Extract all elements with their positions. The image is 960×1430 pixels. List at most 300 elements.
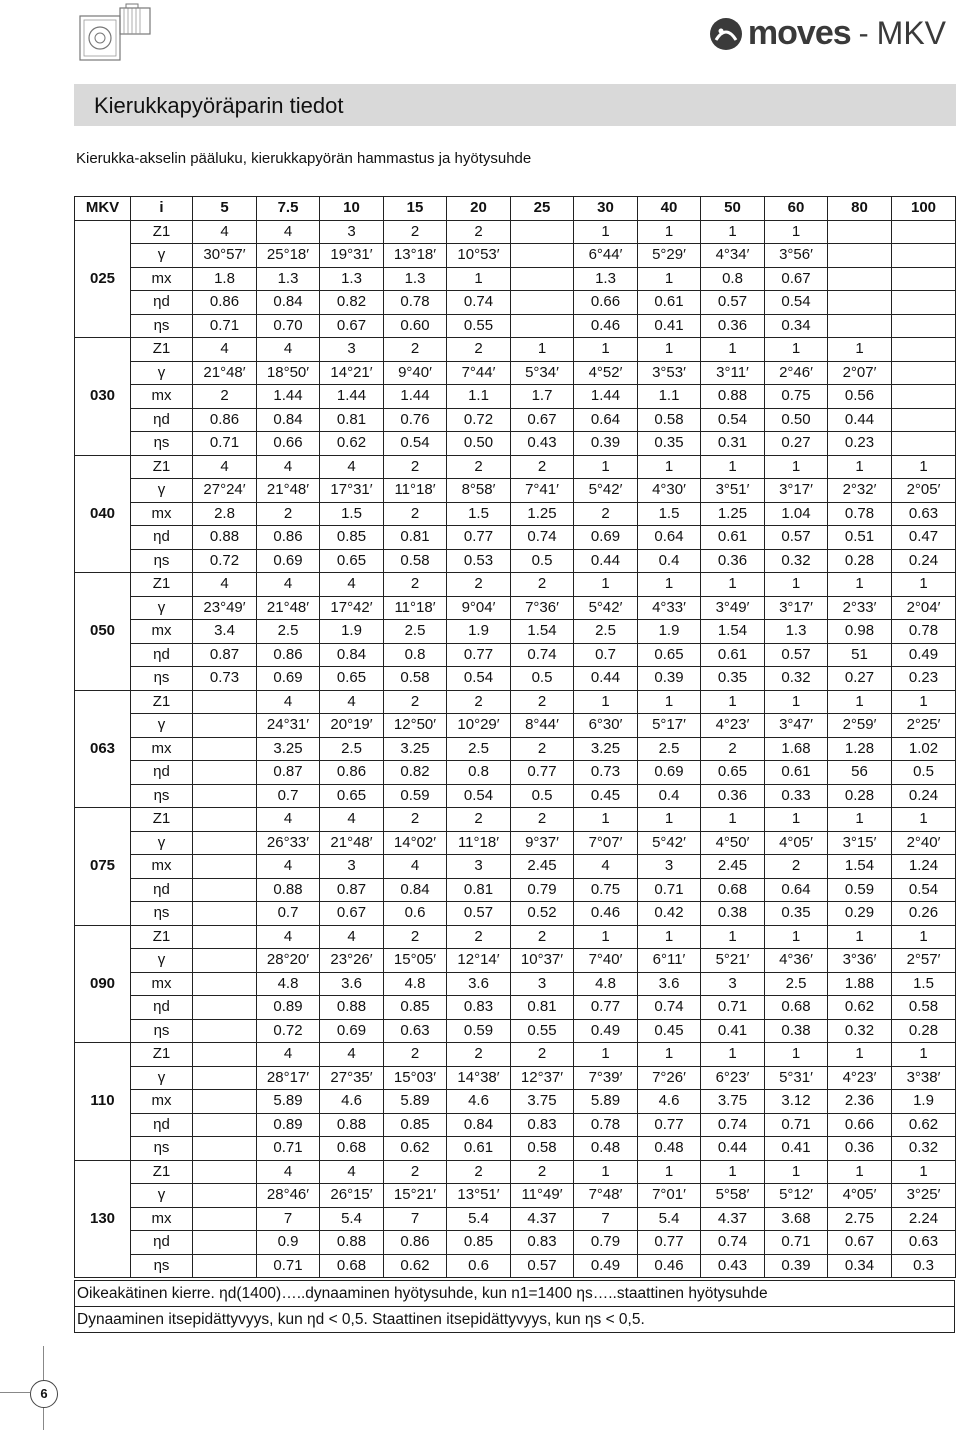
table-cell: 2°59′ (828, 714, 892, 738)
table-cell: 2 (384, 502, 447, 526)
table-cell: 0.3 (892, 1254, 956, 1278)
table-cell: 0.24 (892, 549, 956, 573)
table-cell: 4.6 (320, 1090, 384, 1114)
table-row (75, 502, 956, 526)
table-cell: 4°23′ (828, 1066, 892, 1090)
table-cell: 0.49 (574, 1254, 638, 1278)
table-cell: 0.60 (384, 314, 447, 338)
table-cell: 2 (447, 1160, 511, 1184)
table-cell: 4 (257, 808, 320, 832)
table-cell (511, 314, 574, 338)
parameter-label: mx (131, 737, 193, 761)
table-cell: 4°05′ (828, 1184, 892, 1208)
table-row (75, 620, 956, 644)
parameter-label: mx (131, 1090, 193, 1114)
table-cell: 1 (892, 455, 956, 479)
table-cell: 1.28 (828, 737, 892, 761)
table-cell: 5°42′ (574, 596, 638, 620)
table-cell: 1.54 (701, 620, 765, 644)
table-cell: 2 (447, 925, 511, 949)
table-cell: 4.8 (384, 972, 447, 996)
table-cell: 12°14′ (447, 949, 511, 973)
table-cell: 7°01′ (638, 1184, 701, 1208)
parameter-label: ηs (131, 432, 193, 456)
table-cell: 0.58 (384, 549, 447, 573)
table-cell: 0.54 (447, 784, 511, 808)
table-cell: 1.1 (638, 385, 701, 409)
table-cell: 3°11′ (701, 361, 765, 385)
table-cell: 0.28 (892, 1019, 956, 1043)
table-cell: 2 (447, 573, 511, 597)
table-cell: 0.68 (765, 996, 828, 1020)
parameter-label: mx (131, 972, 193, 996)
table-cell: 0.66 (828, 1113, 892, 1137)
table-row (75, 526, 956, 550)
table-cell: 0.71 (193, 432, 257, 456)
table-cell: 3.6 (638, 972, 701, 996)
table-cell (193, 1231, 257, 1255)
table-cell: 14°38′ (447, 1066, 511, 1090)
table-cell (193, 1254, 257, 1278)
page-marker-rule (0, 1392, 30, 1393)
table-cell: 3 (511, 972, 574, 996)
table-cell (511, 220, 574, 244)
table-cell: 14°02′ (384, 831, 447, 855)
table-cell: 4 (320, 1043, 384, 1067)
table-cell: 0.61 (638, 291, 701, 315)
table-cell: 6°23′ (701, 1066, 765, 1090)
table-cell: 0.87 (257, 761, 320, 785)
table-cell: 0.61 (447, 1137, 511, 1161)
table-cell (892, 267, 956, 291)
table-cell: 0.81 (320, 408, 384, 432)
table-cell: 0.78 (384, 291, 447, 315)
table-cell: 0.85 (384, 996, 447, 1020)
size-cell: 075 (75, 808, 131, 926)
table-cell: 0.69 (638, 761, 701, 785)
table-cell: 0.89 (257, 996, 320, 1020)
table-cell: 1.9 (320, 620, 384, 644)
table-cell: 1 (892, 690, 956, 714)
table-cell: 2 (447, 808, 511, 832)
table-cell: 0.58 (511, 1137, 574, 1161)
table-cell: 0.71 (701, 996, 765, 1020)
table-cell: 3 (447, 855, 511, 879)
table-cell (193, 784, 257, 808)
table-cell: 0.35 (638, 432, 701, 456)
table-cell: 1.9 (447, 620, 511, 644)
table-cell: 1 (892, 808, 956, 832)
brand-model: MKV (876, 15, 946, 51)
table-cell: 1.02 (892, 737, 956, 761)
table-cell: 2 (447, 455, 511, 479)
table-cell: 3°47′ (765, 714, 828, 738)
table-cell: 3.6 (447, 972, 511, 996)
table-row (75, 220, 956, 244)
table-cell (193, 878, 257, 902)
table-cell: 4.6 (638, 1090, 701, 1114)
table-cell: 0.69 (257, 549, 320, 573)
table-cell: 1 (574, 808, 638, 832)
table-cell: 4.8 (257, 972, 320, 996)
table-cell: 1 (892, 925, 956, 949)
table-cell: 0.81 (511, 996, 574, 1020)
table-cell: 0.67 (511, 408, 574, 432)
table-cell: 0.44 (828, 408, 892, 432)
column-header: 7.5 (257, 197, 320, 221)
table-cell: 1.54 (511, 620, 574, 644)
table-cell: 0.34 (765, 314, 828, 338)
table-cell (193, 996, 257, 1020)
parameter-label: γ (131, 831, 193, 855)
table-cell (193, 831, 257, 855)
table-cell: 9°04′ (447, 596, 511, 620)
table-cell: 0.62 (320, 432, 384, 456)
table-cell: 0.74 (701, 1113, 765, 1137)
table-cell: 0.24 (892, 784, 956, 808)
table-cell: 0.71 (257, 1254, 320, 1278)
table-cell: 1 (765, 338, 828, 362)
table-cell: 0.76 (384, 408, 447, 432)
table-cell: 5°17′ (638, 714, 701, 738)
parameter-label: Z1 (131, 1160, 193, 1184)
table-cell (193, 1137, 257, 1161)
table-cell (193, 949, 257, 973)
table-cell: 1.54 (828, 855, 892, 879)
parameter-label: ηd (131, 526, 193, 550)
table-cell (828, 314, 892, 338)
parameter-label: ηd (131, 643, 193, 667)
table-cell: 0.67 (765, 267, 828, 291)
table-cell: 1.5 (892, 972, 956, 996)
table-cell: 0.79 (511, 878, 574, 902)
table-cell: 0.87 (320, 878, 384, 902)
table-cell: 1.9 (892, 1090, 956, 1114)
table-cell: 5.89 (384, 1090, 447, 1114)
table-cell: 0.75 (765, 385, 828, 409)
table-cell: 2.24 (892, 1207, 956, 1231)
table-cell: 0.57 (511, 1254, 574, 1278)
table-cell: 3°36′ (828, 949, 892, 973)
table-cell: 1 (828, 455, 892, 479)
table-cell: 4 (257, 455, 320, 479)
table-cell: 30°57′ (193, 244, 257, 268)
parameter-label: mx (131, 855, 193, 879)
table-cell: 15°21′ (384, 1184, 447, 1208)
table-cell: 0.57 (765, 643, 828, 667)
table-row (75, 784, 956, 808)
table-cell: 2 (384, 1160, 447, 1184)
table-cell: 0.52 (511, 902, 574, 926)
table-cell: 0.74 (447, 291, 511, 315)
column-header: 80 (828, 197, 892, 221)
table-cell: 10°37′ (511, 949, 574, 973)
table-cell: 1 (828, 690, 892, 714)
table-cell: 25°18′ (257, 244, 320, 268)
table-cell: 0.77 (574, 996, 638, 1020)
table-cell: 1.3 (765, 620, 828, 644)
table-cell (193, 1113, 257, 1137)
table-cell: 2 (511, 737, 574, 761)
table-cell: 2.5 (257, 620, 320, 644)
table-cell: 2 (574, 502, 638, 526)
table-cell: 0.49 (574, 1019, 638, 1043)
table-cell: 0.43 (701, 1254, 765, 1278)
table-cell: 4 (320, 1160, 384, 1184)
parameter-label: γ (131, 596, 193, 620)
brand-name: moves (747, 14, 851, 52)
table-cell: 2.5 (574, 620, 638, 644)
table-cell: 0.36 (701, 549, 765, 573)
table-cell: 0.5 (892, 761, 956, 785)
table-cell: 5°12′ (765, 1184, 828, 1208)
table-cell: 1 (511, 338, 574, 362)
size-cell: 063 (75, 690, 131, 808)
table-cell: 1.44 (257, 385, 320, 409)
table-row (75, 1254, 956, 1278)
table-cell: 2 (384, 338, 447, 362)
table-cell (892, 338, 956, 362)
table-cell: 0.72 (193, 549, 257, 573)
parameter-label: γ (131, 949, 193, 973)
table-cell: 0.4 (638, 549, 701, 573)
table-cell: 0.51 (828, 526, 892, 550)
table-cell: 2 (511, 573, 574, 597)
table-cell: 1 (828, 808, 892, 832)
table-cell: 1.3 (320, 267, 384, 291)
column-header: 10 (320, 197, 384, 221)
brand-logo (708, 14, 946, 53)
table-cell: 2 (384, 455, 447, 479)
table-cell: 11°18′ (447, 831, 511, 855)
table-cell: 1 (638, 1160, 701, 1184)
table-cell: 2°07′ (828, 361, 892, 385)
table-cell: 27°24′ (193, 479, 257, 503)
table-row (75, 972, 956, 996)
table-cell: 5.89 (574, 1090, 638, 1114)
table-cell (511, 244, 574, 268)
table-cell: 4 (257, 220, 320, 244)
table-cell: 0.7 (574, 643, 638, 667)
table-cell: 1 (574, 573, 638, 597)
table-cell: 4 (257, 1160, 320, 1184)
table-cell: 2.5 (765, 972, 828, 996)
parameter-label: Z1 (131, 455, 193, 479)
table-cell: 0.36 (828, 1137, 892, 1161)
table-cell: 0.45 (574, 784, 638, 808)
table-cell: 1.8 (193, 267, 257, 291)
table-cell: 2.5 (447, 737, 511, 761)
table-cell: 3.75 (701, 1090, 765, 1114)
table-cell: 4°34′ (701, 244, 765, 268)
parameter-label: mx (131, 620, 193, 644)
table-cell: 2 (511, 808, 574, 832)
table-cell (828, 291, 892, 315)
parameter-label: Z1 (131, 808, 193, 832)
table-cell: 7 (257, 1207, 320, 1231)
table-row (75, 1207, 956, 1231)
table-cell: 4°05′ (765, 831, 828, 855)
table-cell: 0.82 (320, 291, 384, 315)
table-cell: 11°49′ (511, 1184, 574, 1208)
table-cell: 5°34′ (511, 361, 574, 385)
table-cell: 56 (828, 761, 892, 785)
table-cell (892, 408, 956, 432)
table-cell: 0.48 (574, 1137, 638, 1161)
table-cell: 21°48′ (257, 479, 320, 503)
table-cell: 0.70 (257, 314, 320, 338)
table-cell: 1 (701, 1160, 765, 1184)
table-cell: 2 (384, 925, 447, 949)
table-cell (828, 267, 892, 291)
table-cell: 28°17′ (257, 1066, 320, 1090)
table-cell: 1 (828, 338, 892, 362)
table-cell: 1 (574, 1043, 638, 1067)
table-cell: 1 (574, 690, 638, 714)
table-cell: 0.57 (447, 902, 511, 926)
table-cell: 0.64 (638, 526, 701, 550)
table-cell: 2.5 (320, 737, 384, 761)
notes-box (74, 1280, 955, 1333)
table-cell: 4°50′ (701, 831, 765, 855)
table-cell: 2°33′ (828, 596, 892, 620)
section-title-bar (74, 84, 956, 126)
parameter-label: ηd (131, 1113, 193, 1137)
table-cell: 2.75 (828, 1207, 892, 1231)
table-cell: 0.67 (320, 314, 384, 338)
table-cell: 0.69 (257, 667, 320, 691)
table-cell: 6°11′ (638, 949, 701, 973)
table-cell: 0.42 (638, 902, 701, 926)
table-cell (892, 314, 956, 338)
table-cell: 0.71 (638, 878, 701, 902)
table-cell: 1 (638, 573, 701, 597)
table-cell: 1.5 (320, 502, 384, 526)
table-cell: 1.44 (574, 385, 638, 409)
table-cell (892, 291, 956, 315)
table-cell: 2 (511, 925, 574, 949)
table-cell: 2 (447, 220, 511, 244)
table-cell: 1 (892, 1043, 956, 1067)
table-cell: 0.81 (384, 526, 447, 550)
table-cell: 0.57 (701, 291, 765, 315)
table-cell: 1.25 (511, 502, 574, 526)
table-cell: 0.72 (257, 1019, 320, 1043)
parameter-label: mx (131, 385, 193, 409)
table-cell: 1 (828, 1160, 892, 1184)
table-cell: 2.5 (384, 620, 447, 644)
table-row (75, 479, 956, 503)
table-cell: 0.55 (511, 1019, 574, 1043)
table-cell: 0.32 (828, 1019, 892, 1043)
table-cell: 0.62 (828, 996, 892, 1020)
table-cell (892, 220, 956, 244)
table-cell: 8°58′ (447, 479, 511, 503)
table-cell: 4°33′ (638, 596, 701, 620)
table-cell: 0.29 (828, 902, 892, 926)
parameter-label: ηd (131, 878, 193, 902)
table-cell: 0.88 (193, 526, 257, 550)
table-cell: 0.64 (574, 408, 638, 432)
table-cell: 0.54 (765, 291, 828, 315)
table-cell: 4 (193, 220, 257, 244)
table-cell: 0.61 (765, 761, 828, 785)
table-cell (828, 220, 892, 244)
table-cell: 0.68 (320, 1254, 384, 1278)
page-title: Kierukkapyöräparin tiedot (94, 93, 344, 118)
table-cell: 1 (701, 338, 765, 362)
table-cell: 2 (765, 855, 828, 879)
table-cell: 0.68 (701, 878, 765, 902)
table-cell: 0.48 (638, 1137, 701, 1161)
table-cell: 0.65 (320, 784, 384, 808)
gearbox-drawing-icon (76, 2, 154, 64)
table-cell: 0.67 (828, 1231, 892, 1255)
table-cell: 9°40′ (384, 361, 447, 385)
table-body (75, 220, 956, 1278)
table-cell: 7°36′ (511, 596, 574, 620)
table-row (75, 1019, 956, 1043)
table-cell: 0.8 (701, 267, 765, 291)
table-cell: 1 (765, 455, 828, 479)
table-row (75, 1043, 956, 1067)
table-cell: 0.5 (511, 549, 574, 573)
table-cell: 0.65 (320, 667, 384, 691)
table-cell: 0.73 (193, 667, 257, 691)
table-cell: 1.3 (384, 267, 447, 291)
table-cell: 4.37 (511, 1207, 574, 1231)
table-cell: 1 (765, 573, 828, 597)
table-cell: 0.77 (638, 1113, 701, 1137)
parameter-label: mx (131, 1207, 193, 1231)
table-cell: 24°31′ (257, 714, 320, 738)
table-cell: 2 (701, 737, 765, 761)
column-header: 30 (574, 197, 638, 221)
table-cell (828, 244, 892, 268)
table-cell: 3°49′ (701, 596, 765, 620)
table-cell: 2 (511, 690, 574, 714)
table-cell: 23°49′ (193, 596, 257, 620)
parameter-label: ηs (131, 902, 193, 926)
table-row (75, 1090, 956, 1114)
table-cell: 2°46′ (765, 361, 828, 385)
table-row (75, 949, 956, 973)
table-cell (193, 761, 257, 785)
table-cell: 0.36 (701, 314, 765, 338)
parameter-label: ηd (131, 761, 193, 785)
table-row (75, 761, 956, 785)
size-cell: 110 (75, 1043, 131, 1161)
table-cell: 21°48′ (320, 831, 384, 855)
table-cell: 0.65 (638, 643, 701, 667)
table-cell: 3.12 (765, 1090, 828, 1114)
table-cell: 1 (765, 690, 828, 714)
table-cell (892, 432, 956, 456)
table-cell: 0.46 (574, 314, 638, 338)
parameter-label: ηs (131, 314, 193, 338)
table-cell: 1 (574, 220, 638, 244)
table-cell: 11°18′ (384, 596, 447, 620)
table-cell: 1.68 (765, 737, 828, 761)
parameter-label: mx (131, 502, 193, 526)
table-cell: 4°36′ (765, 949, 828, 973)
table-cell: 51 (828, 643, 892, 667)
table-cell: 5°31′ (765, 1066, 828, 1090)
table-cell: 2 (384, 690, 447, 714)
table-cell: 2 (384, 573, 447, 597)
table-cell: 1 (638, 808, 701, 832)
table-cell: 19°31′ (320, 244, 384, 268)
